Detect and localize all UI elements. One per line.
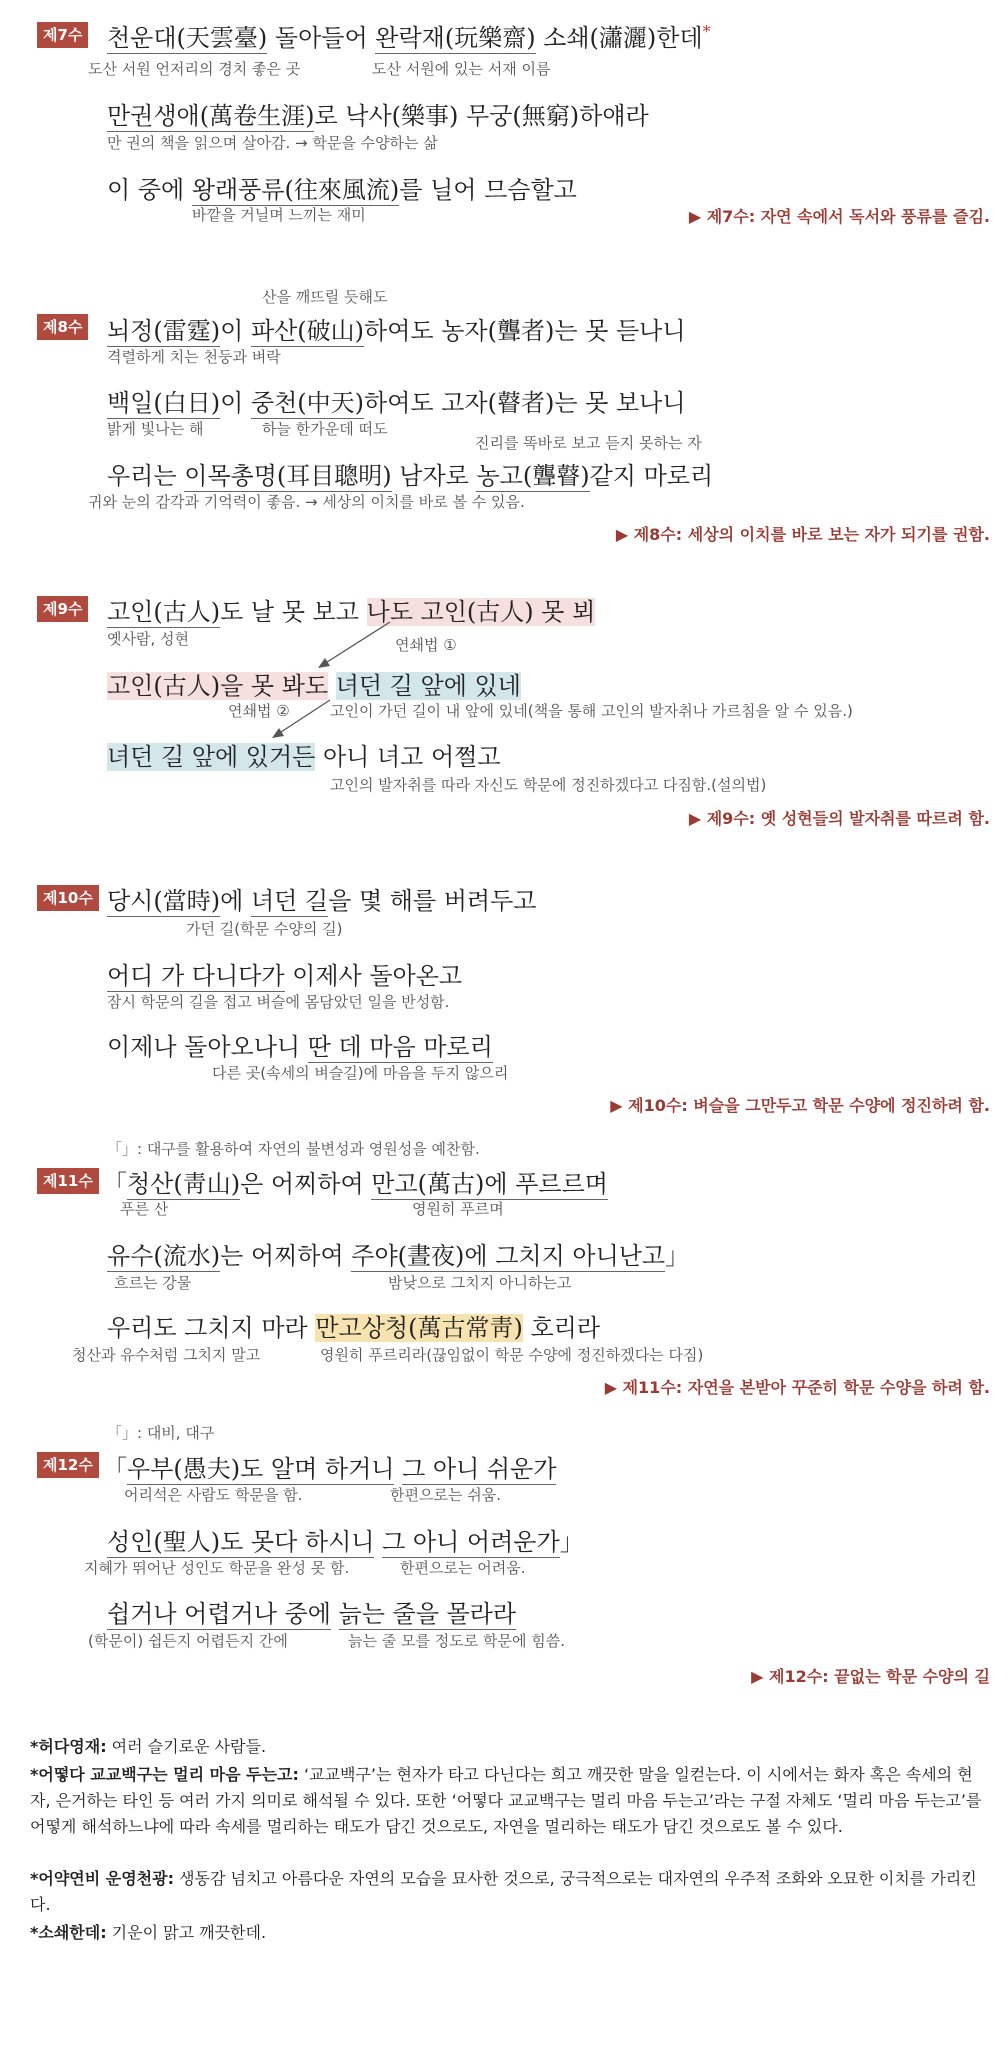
footnote: *어떻다 교교백구는 멀리 마음 두는고: ‘교교백구’는 현자가 타고 다닌다는 희고 깨끗한 말을 일컫는다. 이 시에서는 화자 혹은 속세의 현자, 은거하는 타인 등 여러 가지 의미로 해석될 수 있다. 또한 ‘어떻다 교교백구는 멀리 마음 두는고’라는 구절 자체도 ‘멀리 마음 두는고’를 어떻게 해석하느냐에 따라 속세를 멀리하는 태도가 담긴 것으로도, 자연을 멀리하는 태도가 담긴 것으로도 볼 수 있다.	[30, 1765, 982, 1836]
gloss: 밤낮으로 그치지 아니하는고	[388, 1274, 572, 1292]
verse-line: 「청산(靑山)은 어찌하여 만고(萬古)에 푸르르며	[103, 1170, 608, 1198]
bracket-note: 「」: 대비, 대구	[107, 1424, 215, 1442]
stanza-summary: ▶ 제7수: 자연 속에서 독서와 풍류를 즐김.	[688, 207, 990, 226]
gloss: 진리를 똑바로 보고 듣지 못하는 자	[475, 434, 702, 452]
gloss: 격렬하게 치는 천둥과 벼락	[107, 348, 281, 366]
stanza-summary: ▶ 제12수: 끝없는 학문 수양의 길	[751, 1667, 990, 1686]
verse-line: 고인(古人)도 날 못 보고 나도 고인(古人) 못 뵈	[107, 598, 596, 626]
stanza-badge: 제11수	[37, 1168, 99, 1194]
gloss: 흐르는 강물	[114, 1274, 192, 1292]
stanza-badge: 제8수	[37, 314, 88, 340]
verse-line: 만권생애(萬卷生涯)로 낙사(樂事) 무궁(無窮)하얘라	[107, 102, 649, 130]
bracket-note: 「」: 대구를 활용하여 자연의 불변성과 영원성을 예찬함.	[107, 1140, 480, 1158]
gloss: 한편으로는 어려움.	[400, 1559, 526, 1577]
gloss: 하늘 한가운데 떠도	[262, 420, 388, 438]
verse-line: 성인(聖人)도 못다 하시니 그 아니 어려운가」	[107, 1528, 584, 1556]
gloss: 고인이 가던 길이 내 앞에 있네(책을 통해 고인의 발자취나 가르침을 알 수 있음.)	[330, 702, 853, 720]
footnote: *어약연비 운영천광: 생동감 넘치고 아름다운 자연의 모습을 묘사한 것으로, 궁극적으로는 대자연의 우주적 조화와 오묘한 이치를 가리킨다.	[30, 1869, 977, 1914]
footnote: *허다영재: 여러 슬기로운 사람들.	[30, 1737, 267, 1756]
verse-line: 고인(古人)을 못 봐도 녀던 길 앞에 있네	[107, 672, 521, 700]
gloss: 청산과 유수처럼 그치지 말고	[72, 1346, 261, 1364]
verse-line: 우리는 이목총명(耳目聰明) 남자로 농고(聾瞽)같지 마로리	[107, 462, 714, 490]
gloss: 영원히 푸르며	[412, 1200, 504, 1218]
stanza-summary: ▶ 제11수: 자연을 본받아 꾸준히 학문 수양을 하려 함.	[604, 1378, 990, 1397]
gloss: 만 권의 책을 읽으며 살아감. → 학문을 수양하는 삶	[107, 134, 438, 152]
gloss: 고인의 발자취를 따라 자신도 학문에 정진하겠다고 다짐함.(설의법)	[330, 776, 767, 794]
verse-line: 뇌정(雷霆)이 파산(破山)하여도 농자(聾者)는 못 듣나니	[107, 317, 686, 345]
verse-line: 「우부(愚夫)도 알며 하거니 그 아니 쉬운가	[103, 1455, 557, 1483]
stanza-summary: ▶ 제10수: 벼슬을 그만두고 학문 수양에 정진하려 함.	[610, 1096, 990, 1115]
gloss: 가던 길(학문 수양의 길)	[186, 920, 343, 938]
gloss: 다른 곳(속세의 벼슬길)에 마음을 두지 않으리	[212, 1064, 509, 1082]
gloss: 한편으로는 쉬움.	[390, 1486, 501, 1504]
gloss: 옛사람, 성현	[107, 630, 189, 648]
gloss: 밝게 빛나는 해	[107, 420, 204, 438]
stanza-badge: 제9수	[37, 596, 88, 622]
stanza-summary: ▶ 제9수: 옛 성현들의 발자취를 따르려 함.	[688, 809, 990, 828]
verse-line: 녀던 길 앞에 있거든 아니 녀고 어쩔고	[107, 743, 501, 771]
gloss: 귀와 눈의 감각과 기억력이 좋음. → 세상의 이치를 바로 볼 수 있음.	[88, 493, 525, 511]
gloss: 도산 서원 언저리의 경치 좋은 곳	[88, 60, 301, 78]
gloss: 푸른 산	[120, 1200, 169, 1218]
verse-line: 천운대(天雲臺) 돌아들어 완락재(玩樂齋) 소쇄(瀟灑)한데*	[107, 22, 711, 52]
chain-label: 연쇄법 ①	[395, 636, 457, 654]
stanza-badge: 제12수	[37, 1452, 99, 1478]
gloss: 영원히 푸르리라(끊임없이 학문 수양에 정진하겠다는 다짐)	[320, 1346, 704, 1364]
footnote: *소쇄한데: 기운이 맑고 깨끗한데.	[30, 1923, 267, 1942]
gloss: 도산 서원에 있는 서재 이름	[372, 60, 551, 78]
verse-line: 어디 가 다니다가 이제사 돌아온고	[107, 962, 463, 990]
stanza-badge: 제7수	[37, 22, 88, 48]
gloss: 잠시 학문의 길을 접고 벼슬에 몸담았던 일을 반성함.	[107, 993, 450, 1011]
stanza-summary: ▶ 제8수: 세상의 이치를 바로 보는 자가 되기를 권함.	[615, 525, 990, 544]
verse-line: 당시(當時)에 녀던 길을 몇 해를 버려두고	[107, 887, 537, 915]
verse-line: 우리도 그치지 마라 만고상청(萬古常靑) 호리라	[107, 1314, 601, 1342]
chain-label: 연쇄법 ②	[228, 702, 290, 720]
gloss: 바깥을 거닐며 느끼는 재미	[192, 206, 366, 224]
verse-line: 백일(白日)이 중천(中天)하여도 고자(瞽者)는 못 보나니	[107, 389, 686, 417]
gloss: 늙는 줄 모를 정도로 학문에 힘씀.	[348, 1632, 565, 1650]
verse-line: 유수(流水)는 어찌하여 주야(晝夜)에 그치지 아니난고」	[107, 1242, 690, 1270]
gloss: 어리석은 사람도 학문을 함.	[124, 1486, 303, 1504]
gloss: 산을 깨뜨릴 듯해도	[262, 288, 388, 306]
verse-line: 이제나 돌아오나니 딴 데 마음 마로리	[107, 1033, 493, 1061]
gloss: (학문이) 쉽든지 어렵든지 간에	[88, 1632, 288, 1650]
verse-line: 이 중에 왕래풍류(往來風流)를 닐어 므슴할고	[107, 176, 577, 204]
footnote-star-icon: *	[702, 22, 711, 41]
gloss: 지혜가 뛰어난 성인도 학문을 완성 못 함.	[84, 1559, 350, 1577]
verse-line: 쉽거나 어렵거나 중에 늙는 줄을 몰라라	[107, 1600, 517, 1628]
stanza-badge: 제10수	[37, 885, 99, 911]
